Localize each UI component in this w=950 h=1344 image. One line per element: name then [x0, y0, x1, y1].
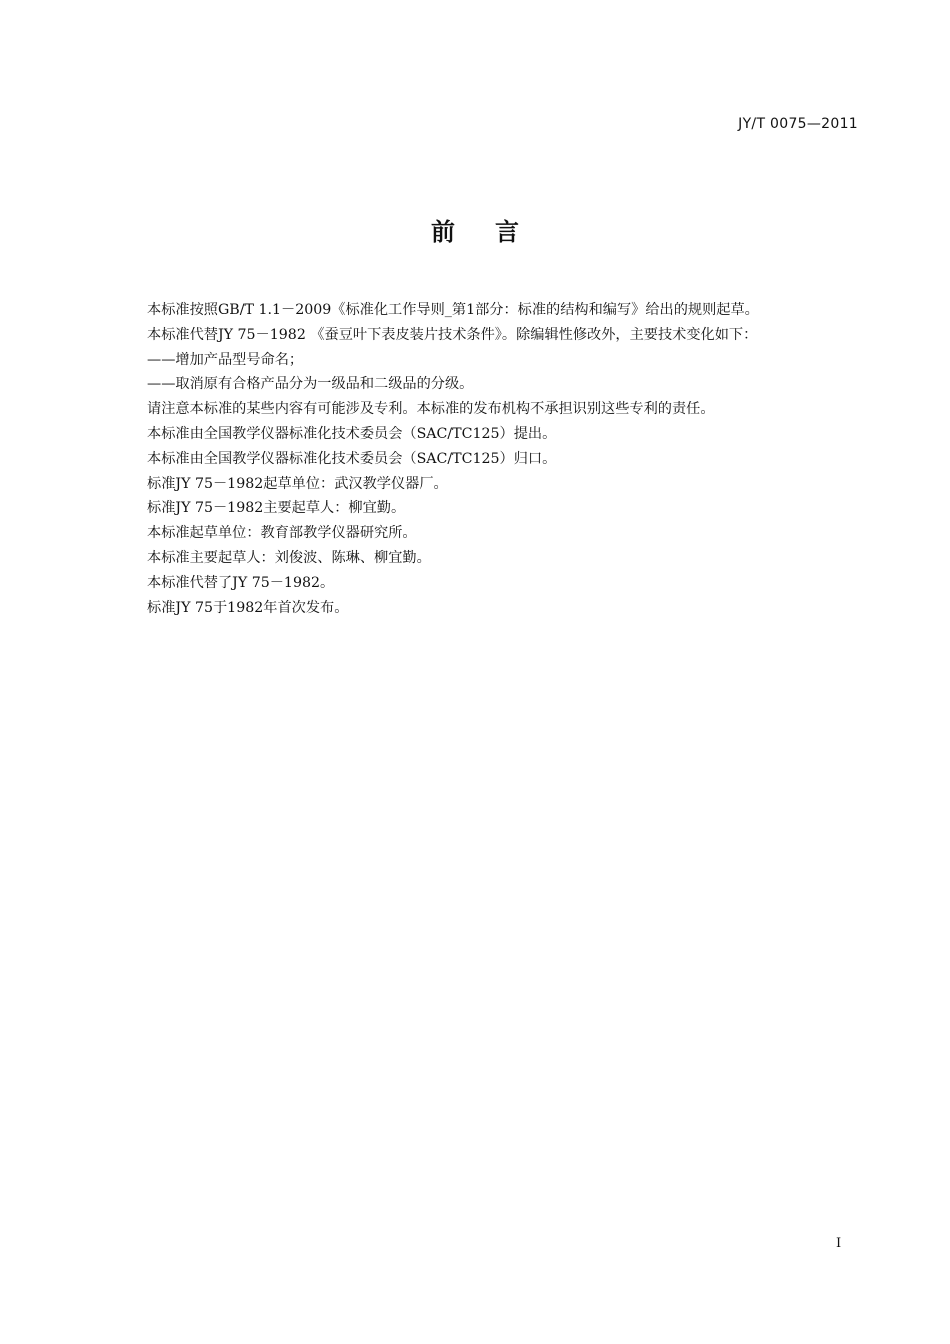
- paragraph-change-item: ——增加产品型号命名；: [147, 351, 304, 368]
- paragraph-proposed-by: 本标准由全国教学仪器标准化技术委员会（SAC/TC125）提出。: [147, 425, 557, 442]
- page-number: I: [836, 1236, 842, 1251]
- standard-code: JY/T 0075—2011: [738, 116, 858, 132]
- paragraph-change-item: ——取消原有合格产品分为一级品和二级品的分级。: [147, 376, 474, 393]
- paragraph-original-drafting-unit: 标准JY 75－1982起草单位：武汉教学仪器厂。: [147, 475, 448, 492]
- paragraph-patent-notice: 请注意本标准的某些内容有可能涉及专利。本标准的发布机构不承担识别这些专利的责任。: [147, 401, 715, 418]
- paragraph-drafting-unit: 本标准起草单位：教育部教学仪器研究所。: [147, 525, 417, 542]
- paragraph-administered-by: 本标准由全国教学仪器标准化技术委员会（SAC/TC125）归口。: [147, 450, 557, 467]
- foreword-body: [147, 298, 867, 620]
- paragraph-replaces: 本标准代替了JY 75－1982。: [147, 574, 335, 591]
- paragraph-drafting-rules: 本标准按照GB/T 1.1－2009《标准化工作导则_第1部分：标准的结构和编写》给出的规则起草。: [147, 302, 759, 318]
- paragraph-first-published: 标准JY 75于1982年首次发布。: [147, 599, 349, 616]
- page-title: 前言: [431, 218, 559, 246]
- paragraph-replacement: 本标准代替JY 75－1982 《蚕豆叶下表皮装片技术条件》。除编辑性修改外，主要技术变化如下：: [147, 326, 758, 343]
- paragraph-original-drafter: 标准JY 75－1982主要起草人：柳宜勤。: [147, 500, 406, 517]
- paragraph-drafters: 本标准主要起草人：刘俊波、陈琳、柳宜勤。: [147, 549, 431, 566]
